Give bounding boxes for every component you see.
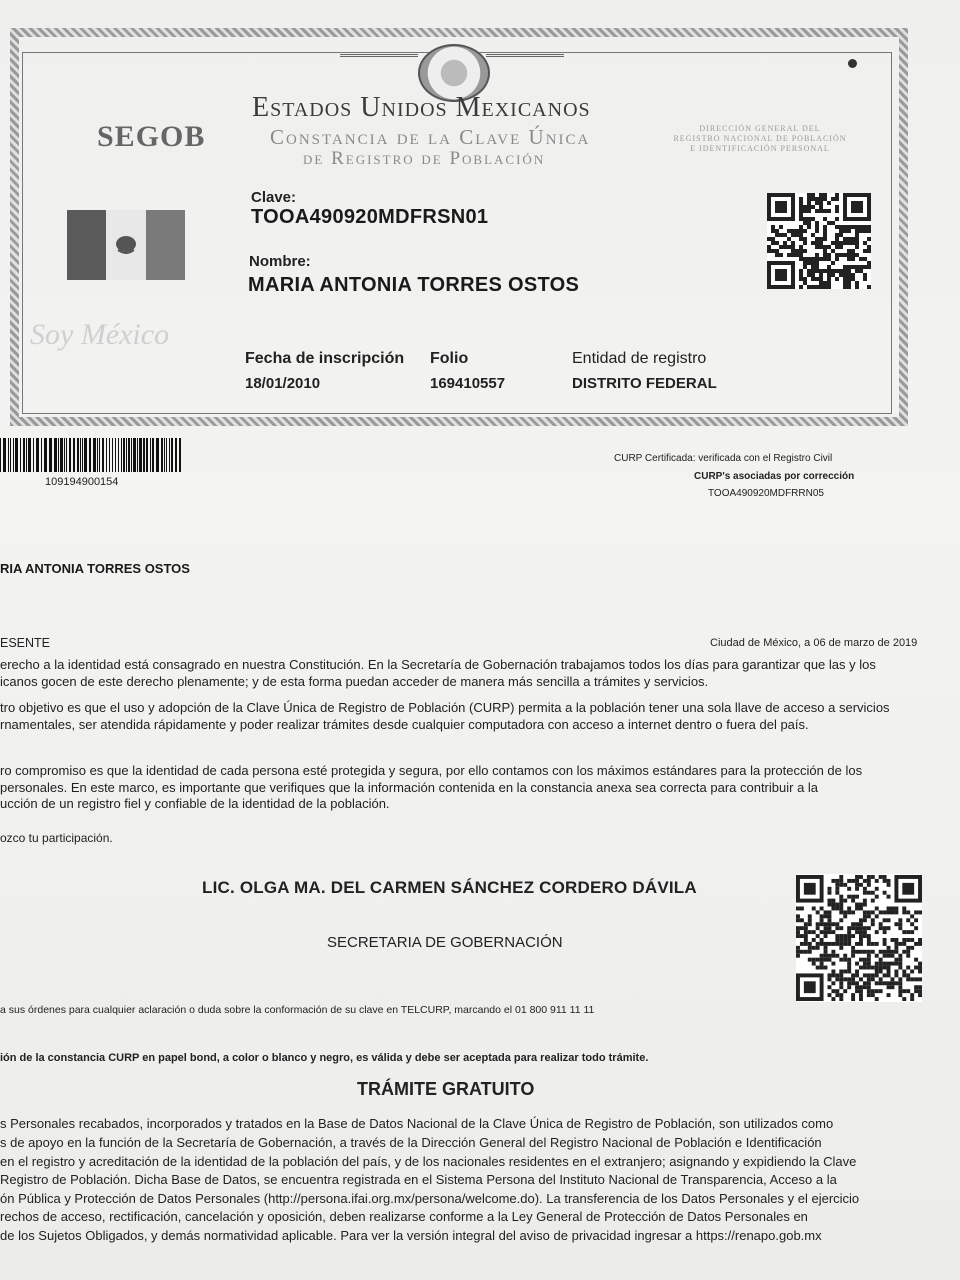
person-name: MARIA ANTONIA TORRES OSTOS [248, 274, 580, 296]
associated-curps-label: CURP's asociadas por corrección [694, 471, 855, 482]
paragraph-3-line-1: ro compromiso es que la identidad de cada persona esté protegida y segura, por ello contamos con los máximos estándares para la protección de los [0, 763, 863, 778]
country-title: Estados Unidos Mexicanos [252, 92, 591, 123]
fecha-value: 18/01/2010 [245, 375, 321, 392]
barcode-icon [0, 438, 182, 472]
dept-line-3: E IDENTIFICACIÓN PERSONAL [690, 144, 830, 153]
dept-line-2: REGISTRO NACIONAL DE POBLACIÓN [673, 134, 847, 143]
document-title-line-1: Constancia de la Clave Única [270, 125, 591, 149]
privacy-line-1: s Personales recabados, incorporados y tratados en la Base de Datos Nacional de la Clave Única de Registro de Población, son utilizados como [0, 1116, 834, 1131]
document-title-line-2: de Registro de Población [303, 148, 546, 169]
dept-line-1: DIRECCIÓN GENERAL DEL [699, 124, 821, 133]
paragraph-4: ozco tu participación. [0, 831, 113, 845]
addressee-name: RIA ANTONIA TORRES OSTOS [0, 561, 190, 576]
entidad-value: DISTRITO FEDERAL [572, 375, 717, 392]
paragraph-3-line-3: ucción de un registro fiel y confiable de la identidad de la población. [0, 796, 390, 811]
signer-name: LIC. OLGA MA. DEL CARMEN SÁNCHEZ CORDERO DÁVILA [202, 878, 697, 897]
paragraph-1-line-2: icanos gocen de este derecho plenamente; y de esta forma puedan acceder de manera más sencilla a trámites y servicios. [0, 674, 709, 689]
folio-label: Folio [430, 350, 469, 367]
certified-note: CURP Certificada: verificada con el Registro Civil [614, 453, 833, 464]
privacy-line-5: ón Pública y Protección de Datos Personales (http://persona.ifai.org.mx/persona/welcome.do). La transferencia de los Datos Personales y el ejercicio [0, 1191, 860, 1206]
mexican-flag-icon [67, 210, 185, 280]
privacy-line-6: rechos de acceso, rectificación, cancelación y oposición, deben realizarse conforme a la Ley General de Protección de Datos Personales en [0, 1209, 808, 1224]
clave-label: Clave: [251, 189, 297, 206]
signer-department: SECRETARIA DE GOBERNACIÓN [327, 934, 563, 951]
privacy-line-7: de los Sujetos Obligados, y demás normatividad aplicable. Para ver la versión integral del aviso de privacidad ingresar a https://renapo.gob.mx [0, 1228, 822, 1243]
paragraph-2-line-1: tro objetivo es que el uso y adopción de la Clave Única de Registro de Población (CURP) permita a la población tener una sola llave de acceso a servicios [0, 700, 890, 715]
paragraph-2-line-2: rnamentales, ser atendida rápidamente y poder realizar trámites desde cualquier computadora con acceso a internet dentro o fuera del país. [0, 717, 809, 732]
curp-value: TOOA490920MDFRSN01 [251, 206, 489, 228]
paragraph-1-line-1: erecho a la identidad está consagrado en nuestra Constitución. En la Secretaría de Gobernación trabajamos todos los días para garantizar que las y los [0, 657, 876, 672]
hole-punch-dot [848, 59, 857, 68]
fecha-label: Fecha de inscripción [245, 350, 405, 367]
associated-curp-value: TOOA490920MDFRRN05 [708, 488, 824, 499]
seal-right-ornament [486, 54, 564, 83]
segob-logo: SEGOB [97, 120, 206, 153]
presente-line: ESENTE [0, 636, 51, 650]
telcurp-line: a sus órdenes para cualquier aclaración o duda sobre la conformación de su clave en TELCURP, marcando el 01 800 911 11 11 [0, 1004, 595, 1016]
privacy-line-3: en el registro y acreditación de la identidad de la población del país, y de los nacionales residentes en el extranjero; asignando y expidiendo la Clave [0, 1154, 857, 1169]
qr-code-icon [767, 193, 871, 289]
entidad-label: Entidad de registro [572, 350, 707, 367]
folio-value: 169410557 [430, 375, 506, 392]
paragraph-3-line-2: personales. En este marco, es importante que verifiques que la información contenida en la constancia anexa sea correcta para contribuir a la [0, 780, 819, 795]
issuing-department [665, 124, 855, 154]
barcode-number: 109194900154 [45, 476, 119, 488]
qr-code-icon [796, 874, 922, 1002]
privacy-line-2: s de apoyo en la función de la Secretaría de Gobernación, a través de la Dirección General del Registro Nacional de Población e Identificación [0, 1135, 822, 1150]
nombre-label: Nombre: [249, 253, 311, 270]
seal-left-ornament [340, 54, 418, 83]
ghost-show-through-text: Soy México [30, 318, 170, 351]
free-procedure-heading: TRÁMITE GRATUITO [357, 1079, 535, 1099]
place-date: Ciudad de México, a 06 de marzo de 2019 [710, 637, 918, 649]
validity-note: ión de la constancia CURP en papel bond, a color o blanco y negro, es válida y debe ser aceptada para realizar todo trámite. [0, 1052, 649, 1064]
privacy-line-4: Registro de Población. Dicha Base de Datos, se encuentra registrada en el Sistema Persona del Instituto Nacional de Transparencia, Acceso a la [0, 1172, 837, 1187]
